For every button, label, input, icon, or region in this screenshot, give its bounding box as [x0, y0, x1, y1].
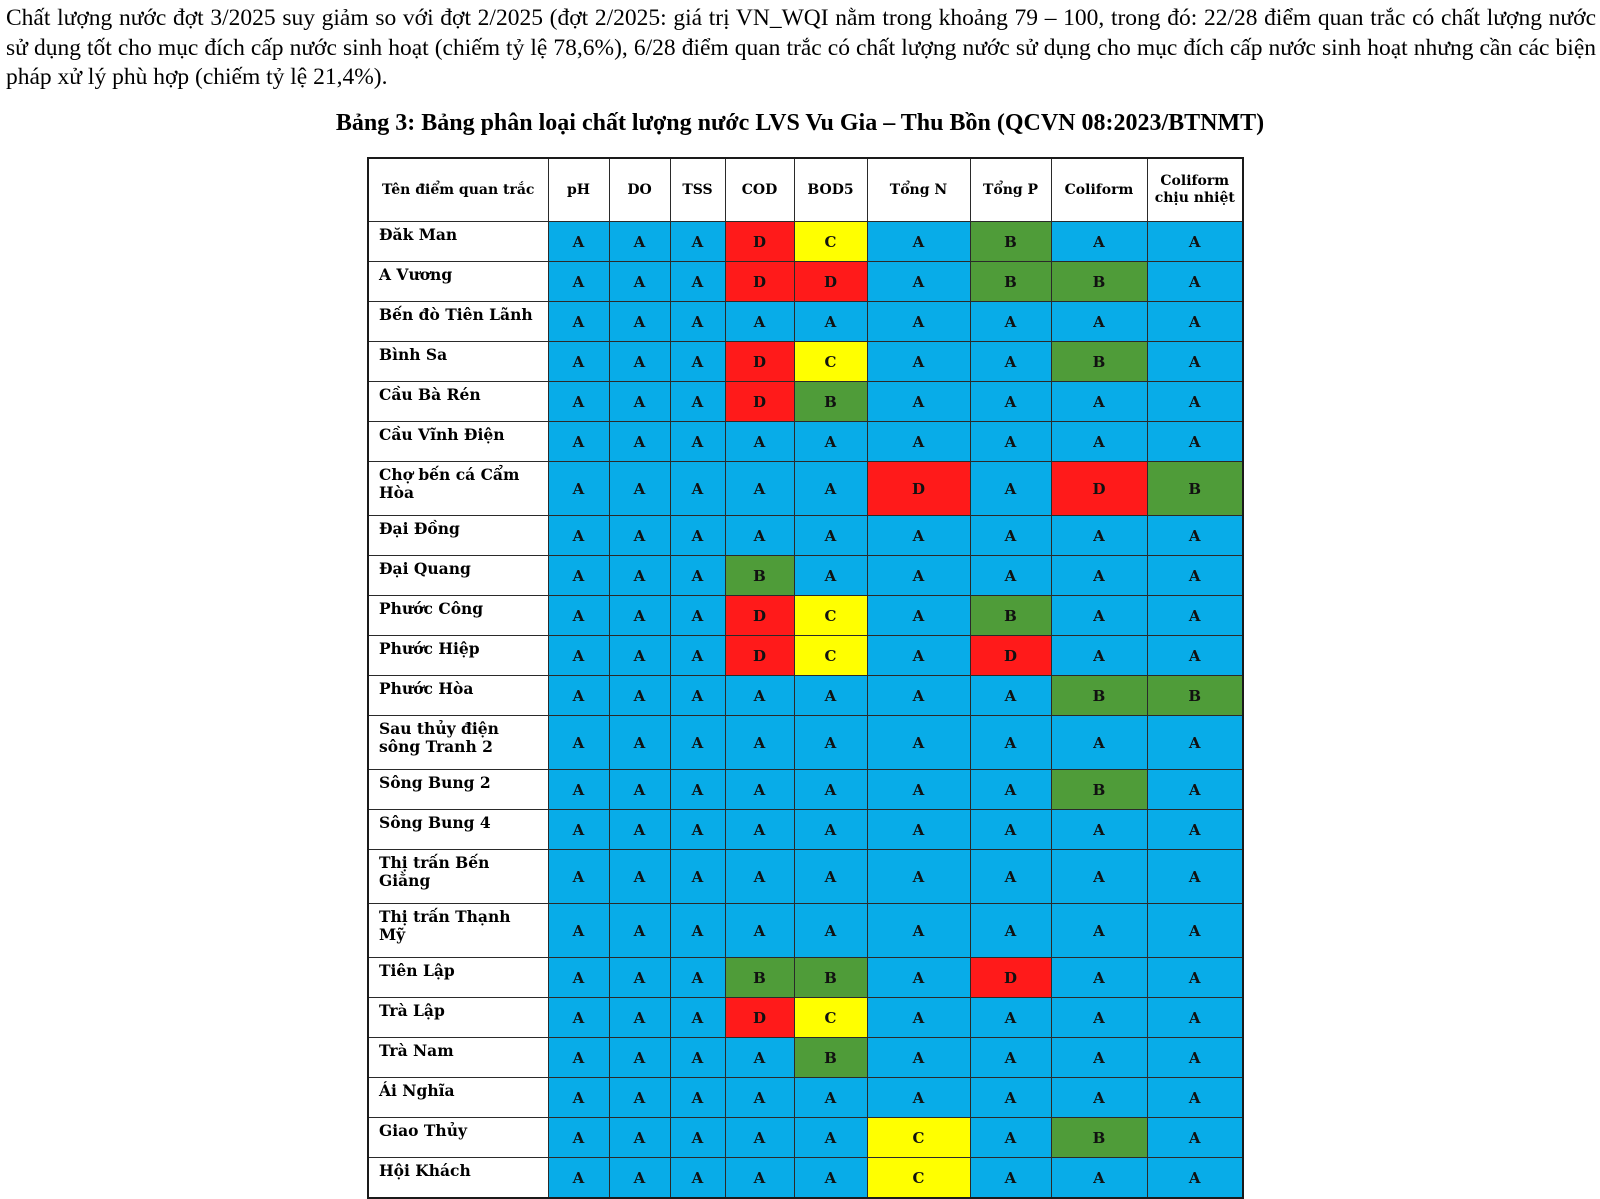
quality-grade-cell: A — [970, 556, 1051, 596]
quality-grade-cell: A — [867, 382, 970, 422]
table-caption: Bảng 3: Bảng phân loại chất lượng nước LVS Vu Gia – Thu Bồn (QCVN 08:2023/BTNMT) — [335, 110, 1265, 136]
site-name: Trà Lập — [368, 998, 548, 1038]
table-row — [368, 596, 1243, 636]
table-row — [368, 1038, 1243, 1078]
quality-grade-cell: A — [1147, 770, 1243, 810]
quality-grade-cell: A — [609, 1118, 670, 1158]
quality-grade-cell: B — [970, 222, 1051, 262]
quality-grade-cell: A — [867, 676, 970, 716]
quality-grade-cell: B — [725, 958, 794, 998]
quality-grade-cell: A — [670, 342, 725, 382]
quality-grade-cell: A — [1147, 342, 1243, 382]
quality-grade-cell: A — [670, 262, 725, 302]
quality-grade-cell: A — [794, 1118, 867, 1158]
quality-grade-cell: A — [548, 904, 609, 958]
quality-grade-cell: A — [548, 770, 609, 810]
quality-grade-cell: A — [609, 636, 670, 676]
quality-grade-cell: A — [548, 716, 609, 770]
quality-grade-cell: A — [548, 382, 609, 422]
quality-grade-cell: A — [1147, 302, 1243, 342]
quality-grade-cell: A — [970, 1118, 1051, 1158]
quality-grade-cell: D — [794, 262, 867, 302]
quality-grade-cell: A — [1051, 556, 1147, 596]
quality-grade-cell: A — [794, 850, 867, 904]
quality-grade-cell: A — [609, 958, 670, 998]
quality-grade-cell: A — [670, 850, 725, 904]
header-total-n: Tổng N — [867, 158, 970, 222]
quality-grade-cell: A — [725, 1158, 794, 1199]
quality-grade-cell: A — [670, 904, 725, 958]
quality-grade-cell: A — [670, 958, 725, 998]
site-name: Đăk Man — [368, 222, 548, 262]
site-name: Phước Hòa — [368, 676, 548, 716]
quality-grade-cell: D — [725, 342, 794, 382]
table-row — [368, 222, 1243, 262]
quality-grade-cell: A — [609, 770, 670, 810]
quality-grade-cell: A — [867, 958, 970, 998]
quality-grade-cell: C — [794, 222, 867, 262]
quality-grade-cell: A — [794, 716, 867, 770]
site-name: Chợ bến cá Cẩm Hòa — [368, 462, 548, 516]
quality-grade-cell: A — [725, 1078, 794, 1118]
quality-grade-cell: A — [548, 342, 609, 382]
quality-grade-cell: A — [867, 636, 970, 676]
table-row — [368, 1158, 1243, 1199]
site-name: Thị trấn Thạnh Mỹ — [368, 904, 548, 958]
table-row — [368, 556, 1243, 596]
quality-grade-cell: A — [1051, 636, 1147, 676]
table-row — [368, 516, 1243, 556]
quality-grade-cell: D — [1051, 462, 1147, 516]
site-name: Phước Hiệp — [368, 636, 548, 676]
quality-grade-cell: A — [670, 222, 725, 262]
table-header-row — [368, 158, 1243, 222]
quality-grade-cell: A — [1051, 850, 1147, 904]
quality-grade-cell: C — [794, 998, 867, 1038]
quality-grade-cell: A — [867, 850, 970, 904]
quality-grade-cell: A — [1147, 998, 1243, 1038]
quality-grade-cell: A — [1051, 302, 1147, 342]
quality-grade-cell: A — [867, 262, 970, 302]
quality-grade-cell: A — [670, 516, 725, 556]
quality-grade-cell: B — [1147, 676, 1243, 716]
quality-grade-cell: A — [1147, 556, 1243, 596]
header-bod5: BOD5 — [794, 158, 867, 222]
quality-grade-cell: A — [1147, 382, 1243, 422]
site-name: Bình Sa — [368, 342, 548, 382]
quality-grade-cell: A — [970, 676, 1051, 716]
quality-grade-cell: A — [548, 1038, 609, 1078]
quality-grade-cell: A — [670, 422, 725, 462]
quality-grade-cell: A — [867, 1078, 970, 1118]
quality-grade-cell: A — [794, 904, 867, 958]
quality-grade-cell: A — [725, 302, 794, 342]
header-do: DO — [609, 158, 670, 222]
quality-grade-cell: A — [970, 462, 1051, 516]
quality-grade-cell: A — [867, 422, 970, 462]
quality-grade-cell: B — [1051, 262, 1147, 302]
quality-grade-cell: A — [670, 302, 725, 342]
quality-grade-cell: A — [1051, 904, 1147, 958]
quality-grade-cell: A — [1051, 1038, 1147, 1078]
quality-grade-cell: A — [867, 516, 970, 556]
quality-grade-cell: A — [725, 422, 794, 462]
quality-grade-cell: A — [548, 516, 609, 556]
quality-grade-cell: A — [970, 302, 1051, 342]
quality-grade-cell: C — [794, 636, 867, 676]
quality-grade-cell: A — [670, 556, 725, 596]
quality-grade-cell: A — [609, 382, 670, 422]
quality-grade-cell: A — [867, 1038, 970, 1078]
table-row — [368, 676, 1243, 716]
quality-grade-cell: A — [609, 716, 670, 770]
quality-grade-cell: A — [794, 422, 867, 462]
site-name: A Vương — [368, 262, 548, 302]
quality-grade-cell: A — [970, 1038, 1051, 1078]
quality-grade-cell: A — [1051, 1158, 1147, 1199]
quality-grade-cell: A — [725, 850, 794, 904]
quality-grade-cell: B — [1051, 770, 1147, 810]
quality-grade-cell: A — [609, 462, 670, 516]
quality-grade-cell: A — [548, 1078, 609, 1118]
quality-grade-cell: A — [1147, 958, 1243, 998]
quality-grade-cell: A — [1147, 422, 1243, 462]
quality-grade-cell: A — [1051, 596, 1147, 636]
quality-grade-cell: C — [794, 596, 867, 636]
quality-grade-cell: A — [794, 1078, 867, 1118]
quality-grade-cell: A — [548, 1158, 609, 1199]
site-name: Cầu Vĩnh Điện — [368, 422, 548, 462]
table-row — [368, 958, 1243, 998]
quality-grade-cell: A — [867, 556, 970, 596]
quality-grade-cell: A — [670, 382, 725, 422]
site-name: Đại Quang — [368, 556, 548, 596]
site-name: Sông Bung 2 — [368, 770, 548, 810]
quality-grade-cell: A — [725, 904, 794, 958]
quality-grade-cell: A — [548, 998, 609, 1038]
quality-grade-cell: A — [1051, 382, 1147, 422]
table-row — [368, 262, 1243, 302]
quality-grade-cell: A — [670, 810, 725, 850]
site-name: Đại Đồng — [368, 516, 548, 556]
quality-grade-cell: B — [794, 958, 867, 998]
quality-grade-cell: C — [867, 1158, 970, 1199]
quality-grade-cell: A — [609, 262, 670, 302]
quality-grade-cell: A — [970, 850, 1051, 904]
quality-grade-cell: B — [1051, 1118, 1147, 1158]
site-name: Giao Thủy — [368, 1118, 548, 1158]
header-coliform: Coliform — [1051, 158, 1147, 222]
water-quality-table — [367, 157, 1244, 1199]
header-cod: COD — [725, 158, 794, 222]
quality-grade-cell: A — [1051, 422, 1147, 462]
quality-grade-cell: A — [725, 1118, 794, 1158]
quality-grade-cell: A — [867, 222, 970, 262]
quality-grade-cell: B — [725, 556, 794, 596]
table-row — [368, 810, 1243, 850]
quality-grade-cell: A — [1051, 222, 1147, 262]
quality-grade-cell: A — [794, 302, 867, 342]
quality-grade-cell: A — [670, 1078, 725, 1118]
site-name: Cầu Bà Rén — [368, 382, 548, 422]
quality-grade-cell: A — [1147, 904, 1243, 958]
quality-grade-cell: A — [670, 1158, 725, 1199]
quality-grade-cell: A — [970, 716, 1051, 770]
header-ph: pH — [548, 158, 609, 222]
site-name: Bến đò Tiên Lãnh — [368, 302, 548, 342]
quality-grade-cell: A — [794, 810, 867, 850]
quality-grade-cell: A — [609, 904, 670, 958]
quality-grade-cell: A — [609, 556, 670, 596]
quality-grade-cell: A — [970, 422, 1051, 462]
quality-grade-cell: D — [970, 636, 1051, 676]
site-name: Trà Nam — [368, 1038, 548, 1078]
quality-grade-cell: B — [1147, 462, 1243, 516]
quality-grade-cell: A — [670, 998, 725, 1038]
quality-grade-cell: A — [1147, 1038, 1243, 1078]
quality-grade-cell: A — [725, 1038, 794, 1078]
quality-grade-cell: B — [970, 596, 1051, 636]
quality-grade-cell: A — [609, 810, 670, 850]
quality-grade-cell: A — [1147, 850, 1243, 904]
table-row — [368, 770, 1243, 810]
site-name: Sông Bung 4 — [368, 810, 548, 850]
table-row — [368, 636, 1243, 676]
quality-grade-cell: D — [970, 958, 1051, 998]
quality-grade-cell: A — [670, 636, 725, 676]
quality-grade-cell: A — [1147, 1118, 1243, 1158]
quality-grade-cell: A — [867, 904, 970, 958]
table-row — [368, 998, 1243, 1038]
quality-grade-cell: A — [548, 222, 609, 262]
site-name: Phước Công — [368, 596, 548, 636]
quality-grade-cell: A — [1147, 810, 1243, 850]
quality-grade-cell: A — [970, 1158, 1051, 1199]
quality-grade-cell: A — [867, 302, 970, 342]
quality-grade-cell: A — [670, 1038, 725, 1078]
quality-grade-cell: C — [867, 1118, 970, 1158]
quality-grade-cell: A — [794, 556, 867, 596]
quality-grade-cell: A — [725, 516, 794, 556]
quality-grade-cell: A — [867, 810, 970, 850]
quality-grade-cell: A — [970, 342, 1051, 382]
quality-grade-cell: A — [548, 596, 609, 636]
site-name: Thị trấn Bến Giằng — [368, 850, 548, 904]
site-name: Tiên Lập — [368, 958, 548, 998]
quality-grade-cell: A — [670, 676, 725, 716]
quality-grade-cell: A — [1051, 1078, 1147, 1118]
quality-grade-cell: B — [970, 262, 1051, 302]
quality-grade-cell: A — [867, 716, 970, 770]
quality-grade-cell: A — [1147, 1078, 1243, 1118]
quality-grade-cell: B — [1051, 342, 1147, 382]
quality-grade-cell: D — [725, 222, 794, 262]
quality-grade-cell: A — [609, 676, 670, 716]
table-row — [368, 904, 1243, 958]
quality-grade-cell: A — [970, 904, 1051, 958]
quality-grade-cell: A — [1147, 596, 1243, 636]
quality-grade-cell: A — [548, 958, 609, 998]
quality-grade-cell: D — [725, 998, 794, 1038]
table-row — [368, 1078, 1243, 1118]
quality-grade-cell: C — [794, 342, 867, 382]
table-row — [368, 1118, 1243, 1158]
quality-grade-cell: A — [1051, 998, 1147, 1038]
quality-grade-cell: A — [1147, 716, 1243, 770]
quality-grade-cell: A — [970, 770, 1051, 810]
quality-grade-cell: D — [725, 262, 794, 302]
quality-grade-cell: A — [725, 770, 794, 810]
quality-grade-cell: A — [1147, 1158, 1243, 1199]
quality-grade-cell: A — [548, 556, 609, 596]
table-row — [368, 382, 1243, 422]
intro-paragraph: Chất lượng nước đợt 3/2025 suy giảm so với đợt 2/2025 (đợt 2/2025: giá trị VN_WQI nằm trong khoảng 79 – 100, trong đó: 22/28 điểm quan trắc có chất lượng nước sử dụng tốt cho mục đích cấp nước sinh hoạt (chiếm tỷ lệ 78,6%), 6/28 điểm quan trắc có chất lượng nước sử dụng cho mục đích cấp nước sinh hoạt nhưng cần các biện pháp xử lý phù hợp (chiếm tỷ lệ 21,4%). — [6, 5, 1596, 90]
header-thermo-coliform: Coliform chịu nhiệt — [1147, 158, 1243, 222]
quality-grade-cell: A — [794, 462, 867, 516]
quality-grade-cell: B — [794, 382, 867, 422]
quality-grade-cell: A — [548, 302, 609, 342]
quality-grade-cell: A — [670, 1118, 725, 1158]
quality-grade-cell: A — [867, 342, 970, 382]
quality-grade-cell: A — [794, 516, 867, 556]
quality-grade-cell: A — [1147, 636, 1243, 676]
table-row — [368, 302, 1243, 342]
quality-grade-cell: A — [670, 596, 725, 636]
quality-grade-cell: B — [794, 1038, 867, 1078]
table-row — [368, 716, 1243, 770]
quality-grade-cell: A — [794, 1158, 867, 1199]
quality-grade-cell: A — [1051, 516, 1147, 556]
quality-grade-cell: A — [609, 1078, 670, 1118]
quality-grade-cell: D — [725, 382, 794, 422]
quality-grade-cell: A — [609, 516, 670, 556]
table-row — [368, 342, 1243, 382]
quality-grade-cell: A — [725, 462, 794, 516]
quality-grade-cell: B — [1051, 676, 1147, 716]
quality-grade-cell: A — [670, 462, 725, 516]
quality-grade-cell: A — [725, 676, 794, 716]
table-body — [368, 222, 1243, 1199]
quality-grade-cell: A — [725, 810, 794, 850]
table-row — [368, 462, 1243, 516]
quality-grade-cell: A — [970, 516, 1051, 556]
quality-grade-cell: A — [1051, 810, 1147, 850]
quality-grade-cell: A — [609, 998, 670, 1038]
quality-grade-cell: A — [794, 770, 867, 810]
quality-grade-cell: A — [609, 302, 670, 342]
quality-grade-cell: A — [970, 810, 1051, 850]
quality-grade-cell: A — [548, 1118, 609, 1158]
quality-grade-cell: D — [867, 462, 970, 516]
quality-grade-cell: A — [794, 676, 867, 716]
site-name: Sau thủy điện sông Tranh 2 — [368, 716, 548, 770]
quality-grade-cell: A — [1147, 262, 1243, 302]
quality-grade-cell: D — [725, 596, 794, 636]
quality-grade-cell: A — [670, 770, 725, 810]
quality-grade-cell: A — [970, 998, 1051, 1038]
quality-grade-cell: A — [548, 810, 609, 850]
header-tss: TSS — [670, 158, 725, 222]
quality-grade-cell: A — [609, 1038, 670, 1078]
quality-grade-cell: A — [1051, 716, 1147, 770]
quality-grade-cell: D — [725, 636, 794, 676]
header-total-p: Tổng P — [970, 158, 1051, 222]
site-name: Ái Nghĩa — [368, 1078, 548, 1118]
quality-grade-cell: A — [548, 850, 609, 904]
quality-grade-cell: A — [970, 1078, 1051, 1118]
quality-grade-cell: A — [970, 382, 1051, 422]
quality-grade-cell: A — [1147, 222, 1243, 262]
quality-grade-cell: A — [1147, 516, 1243, 556]
quality-grade-cell: A — [609, 342, 670, 382]
quality-grade-cell: A — [548, 462, 609, 516]
table-row — [368, 422, 1243, 462]
quality-grade-cell: A — [725, 716, 794, 770]
quality-grade-cell: A — [867, 596, 970, 636]
quality-grade-cell: A — [609, 1158, 670, 1199]
quality-grade-cell: A — [609, 422, 670, 462]
table-row — [368, 850, 1243, 904]
quality-grade-cell: A — [1051, 958, 1147, 998]
quality-grade-cell: A — [867, 770, 970, 810]
quality-grade-cell: A — [867, 998, 970, 1038]
site-name: Hội Khách — [368, 1158, 548, 1199]
quality-grade-cell: A — [609, 850, 670, 904]
quality-grade-cell: A — [670, 716, 725, 770]
quality-grade-cell: A — [548, 676, 609, 716]
header-site-name: Tên điểm quan trắc — [368, 158, 548, 222]
quality-grade-cell: A — [548, 262, 609, 302]
quality-grade-cell: A — [548, 636, 609, 676]
quality-grade-cell: A — [609, 596, 670, 636]
quality-grade-cell: A — [548, 422, 609, 462]
quality-grade-cell: A — [609, 222, 670, 262]
